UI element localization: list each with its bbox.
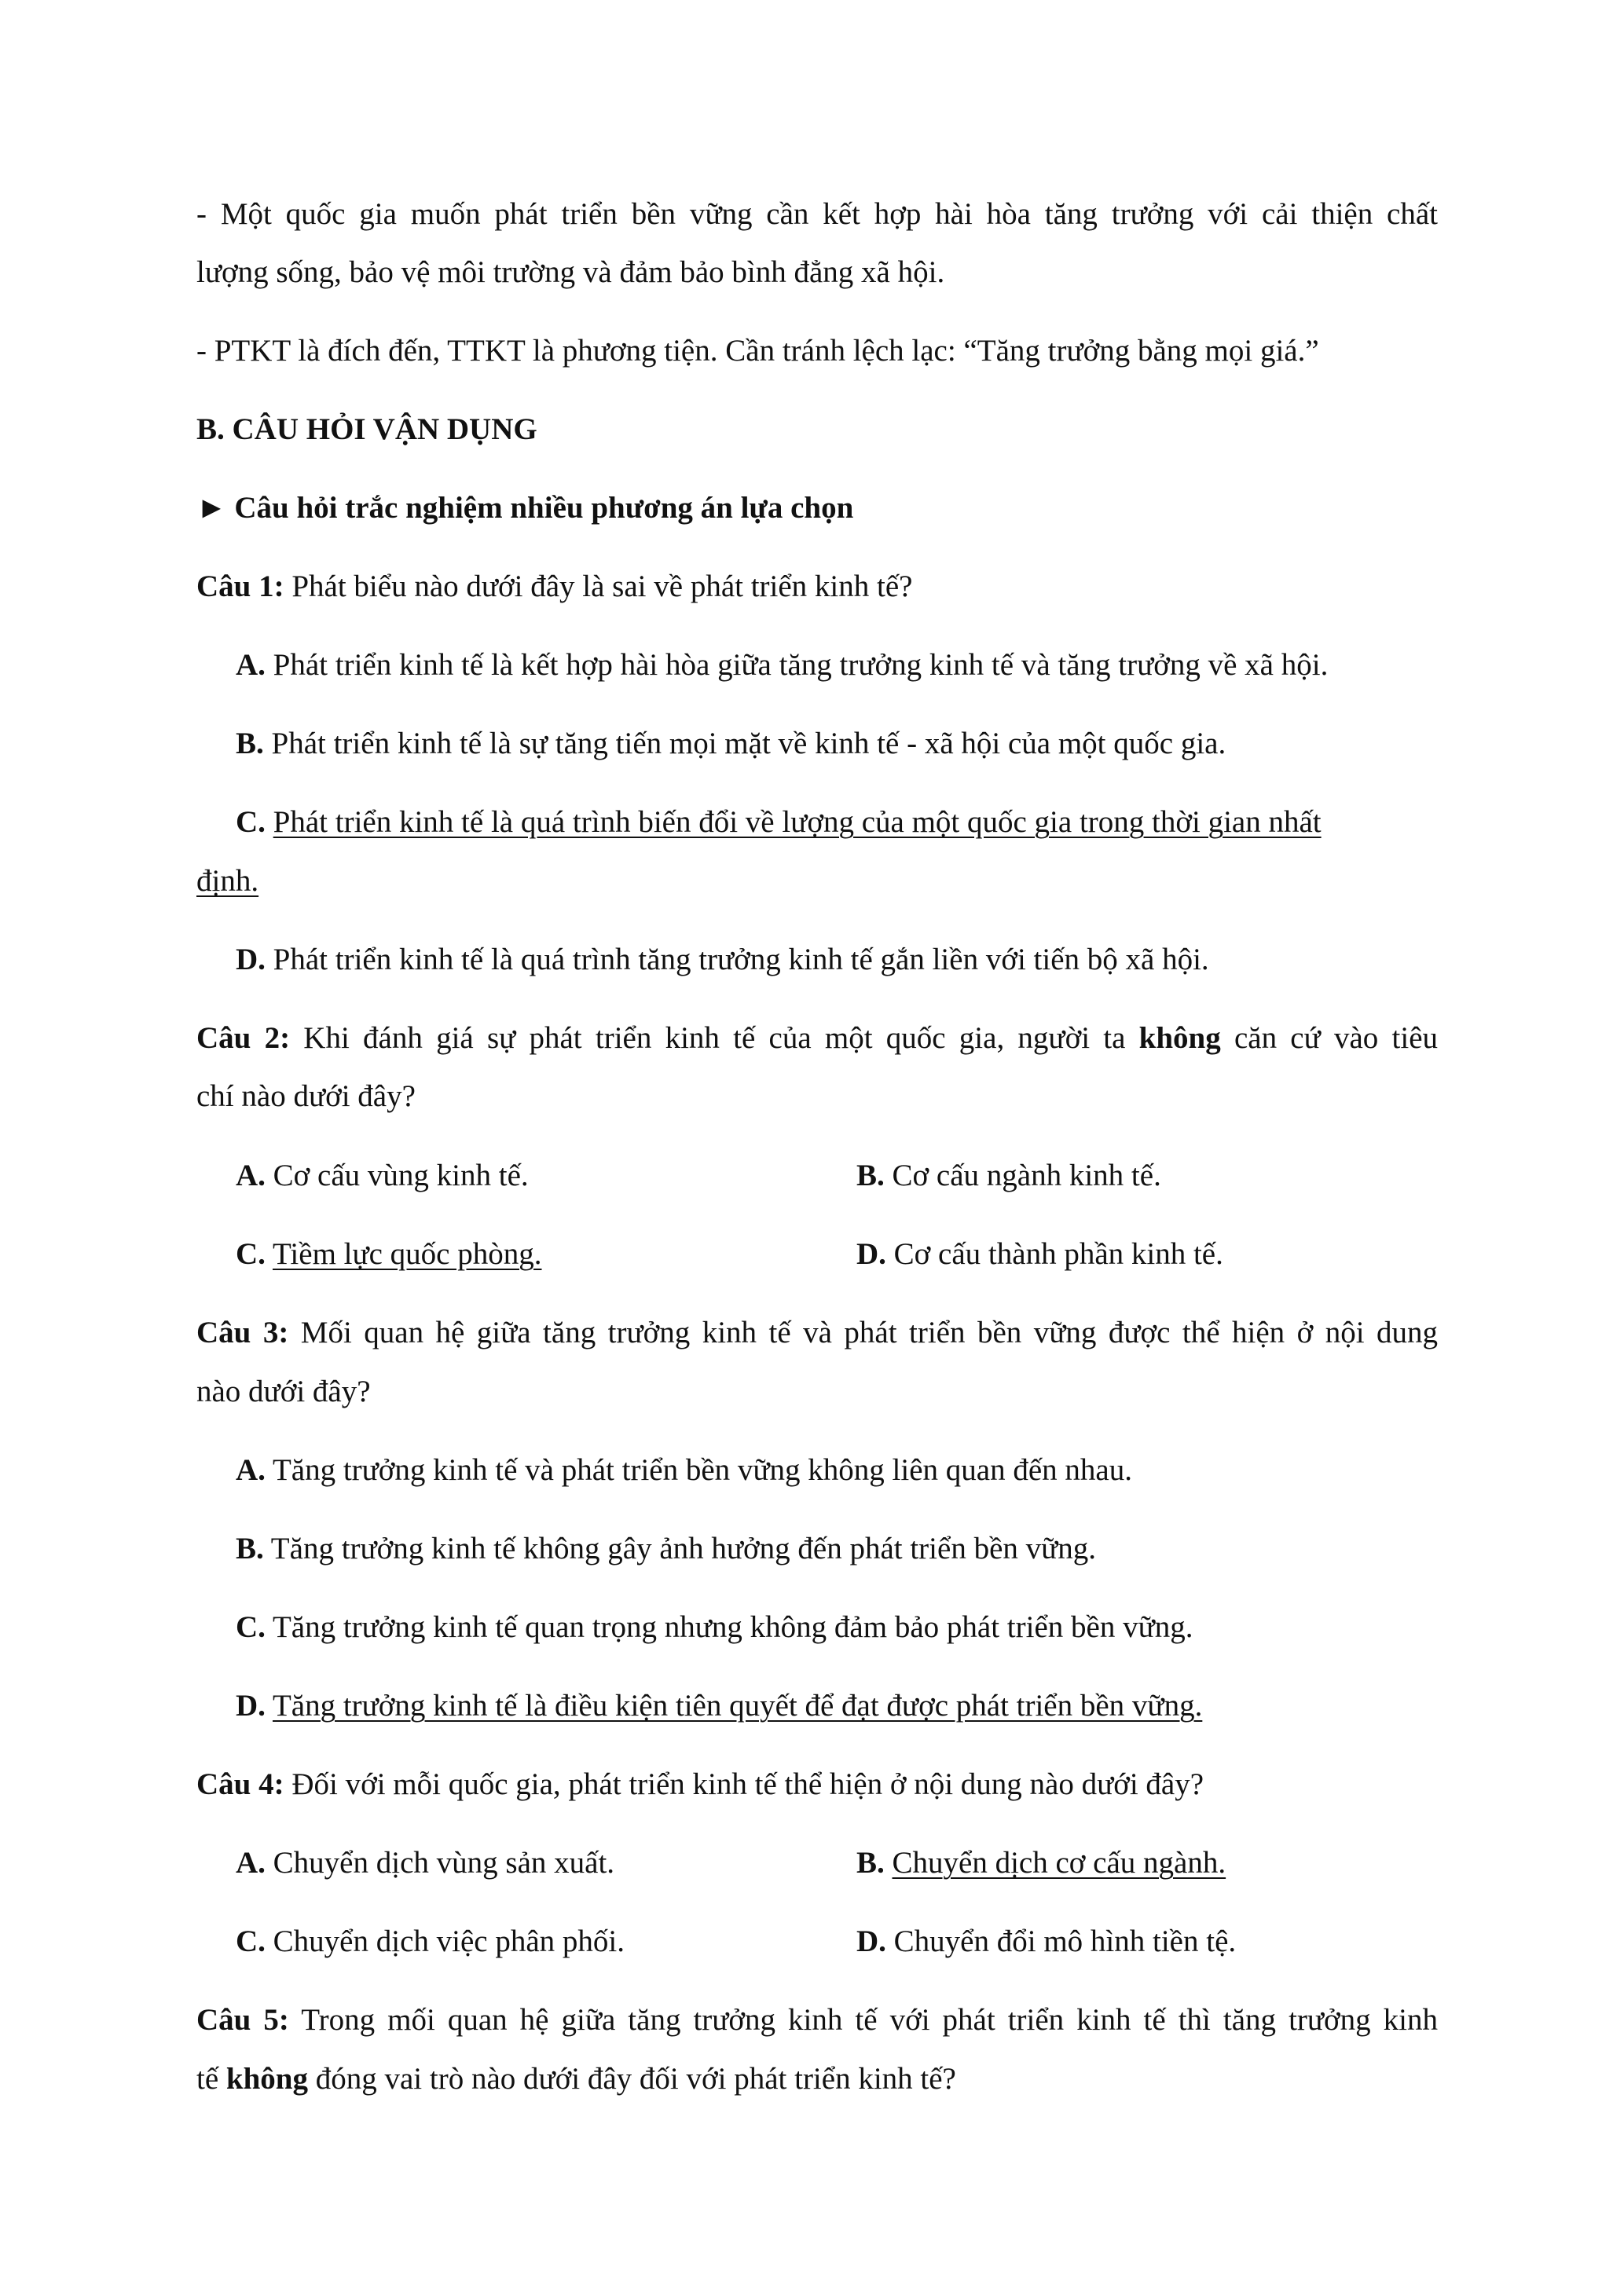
question-5-cont: tế không đóng vai trò nào dưới đây đối với phát triển kinh tế? xyxy=(196,2062,956,2096)
q3-option-a: A. Tăng trưởng kinh tế và phát triển bền vững không liên quan đến nhau. xyxy=(236,1453,1132,1487)
q2-option-d: D. Cơ cấu thành phần kinh tế. xyxy=(856,1237,1223,1271)
q2-option-a: A. Cơ cấu vùng kinh tế. xyxy=(236,1159,529,1192)
question-5: Câu 5: Trong mối quan hệ giữa tăng trưởng kinh tế với phát triển kinh tế thì tăng trưởng kinh xyxy=(196,2003,1439,2037)
section-subheading: ► Câu hỏi trắc nghiệm nhiều phương án lựa chọn xyxy=(196,491,854,525)
correct-answer: Chuyển dịch cơ cấu ngành. xyxy=(892,1846,1226,1880)
correct-answer: Phát triển kinh tế là quá trình biến đổi về lượng của một quốc gia trong thời gian nhất xyxy=(273,805,1322,839)
q3-option-c: C. Tăng trưởng kinh tế quan trọng nhưng không đảm bảo phát triển bền vững. xyxy=(236,1610,1193,1644)
section-heading: B. CÂU HỎI VẬN DỤNG xyxy=(196,412,537,446)
q3-option-d: D. Tăng trưởng kinh tế là điều kiện tiên quyết để đạt được phát triển bền vững. xyxy=(236,1689,1203,1723)
summary-line-1b: lượng sống, bảo vệ môi trường và đảm bảo bình đẳng xã hội. xyxy=(196,255,945,289)
q1-option-a: A. Phát triển kinh tế là kết hợp hài hòa giữa tăng trưởng kinh tế và tăng trưởng về xã hội. xyxy=(236,648,1329,682)
question-3: Câu 3: Mối quan hệ giữa tăng trưởng kinh tế và phát triển bền vững được thể hiện ở nội dung xyxy=(196,1316,1438,1349)
question-2: Câu 2: Khi đánh giá sự phát triển kinh tế của một quốc gia, người ta không căn cứ vào tiêu xyxy=(196,1021,1438,1055)
q1-option-b: B. Phát triển kinh tế là sự tăng tiến mọi mặt về kinh tế - xã hội của một quốc gia. xyxy=(236,727,1226,760)
correct-answer: Tiềm lực quốc phòng. xyxy=(272,1237,542,1271)
question-label: Câu 4: xyxy=(196,1767,284,1801)
question-label: Câu 3: xyxy=(196,1316,289,1349)
question-4: Câu 4: Đối với mỗi quốc gia, phát triển kinh tế thể hiện ở nội dung nào dưới đây? xyxy=(196,1767,1204,1801)
question-1: Câu 1: Phát biểu nào dưới đây là sai về phát triển kinh tế? xyxy=(196,569,913,603)
q2-option-c: C. Tiềm lực quốc phòng. xyxy=(236,1237,542,1271)
question-label: Câu 2: xyxy=(196,1021,291,1055)
question-3-cont: nào dưới đây? xyxy=(196,1375,371,1408)
correct-answer-cont: định. xyxy=(196,864,259,898)
q2-option-b: B. Cơ cấu ngành kinh tế. xyxy=(856,1159,1161,1192)
q1-option-c: C. Phát triển kinh tế là quá trình biến đổi về lượng của một quốc gia trong thời gian nhất xyxy=(236,805,1322,839)
q1-option-d: D. Phát triển kinh tế là quá trình tăng trưởng kinh tế gắn liền với tiến bộ xã hội. xyxy=(236,943,1209,976)
q4-option-a: A. Chuyển dịch vùng sản xuất. xyxy=(236,1846,615,1880)
summary-line-1a: - Một quốc gia muốn phát triển bền vững cần kết hợp hài hòa tăng trưởng với cải thiện chất xyxy=(196,197,1438,231)
question-label: Câu 1: xyxy=(196,569,284,603)
q4-option-d: D. Chuyển đổi mô hình tiền tệ. xyxy=(856,1924,1237,1958)
q3-option-b: B. Tăng trưởng kinh tế không gây ảnh hưởng đến phát triển bền vững. xyxy=(236,1532,1097,1565)
correct-answer: Tăng trưởng kinh tế là điều kiện tiên quyết để đạt được phát triển bền vững. xyxy=(272,1689,1203,1723)
q4-option-c: C. Chuyển dịch việc phân phối. xyxy=(236,1924,625,1958)
q1-option-c-cont xyxy=(196,862,258,901)
q4-option-b: B. Chuyển dịch cơ cấu ngành. xyxy=(856,1846,1226,1880)
question-label: Câu 5: xyxy=(196,2003,289,2037)
question-2-cont: chí nào dưới đây? xyxy=(196,1079,416,1113)
summary-line-2: - PTKT là đích đến, TTKT là phương tiện. Cần tránh lệch lạc: “Tăng trưởng bằng mọi giá.” xyxy=(196,334,1319,368)
